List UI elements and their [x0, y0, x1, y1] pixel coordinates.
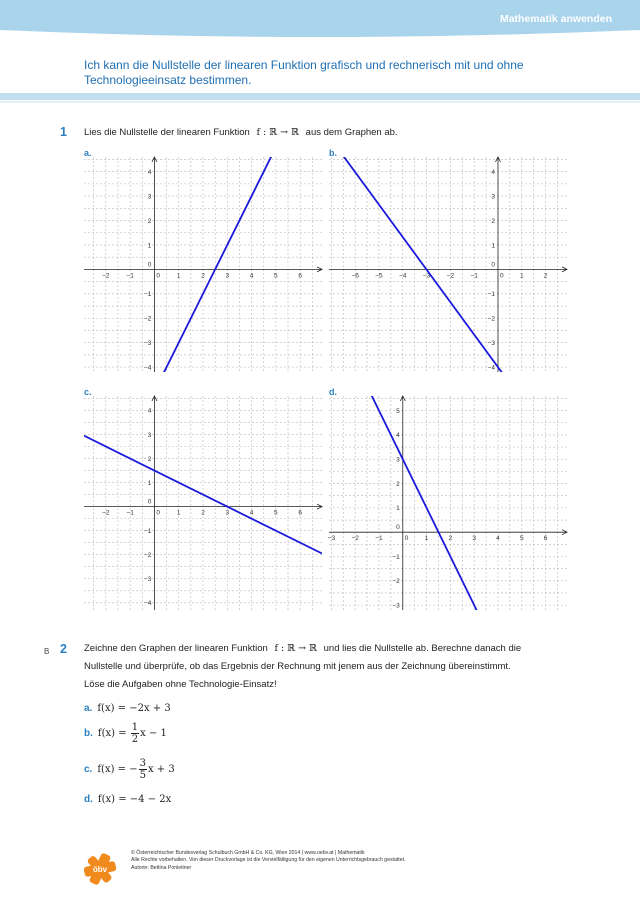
- x-tick-label: 1: [519, 272, 524, 280]
- graph-a: [84, 157, 322, 372]
- y-tick-label: −2: [144, 551, 152, 559]
- task-2-line-1: [84, 643, 521, 654]
- footer-author: Autorin: Bettina Ponleitner: [131, 864, 192, 871]
- y-tick-label: 3: [396, 456, 400, 464]
- item-b-denominator: 2: [131, 734, 139, 745]
- x-tick-label: 5: [274, 272, 278, 280]
- y-tick-label: 3: [147, 193, 152, 201]
- x-tick-label: 5: [274, 509, 278, 517]
- y-tick-label: 0: [491, 261, 495, 269]
- y-tick-label: −1: [487, 291, 495, 299]
- y-tick-label: 2: [396, 480, 400, 488]
- header-title: Mathematik anwenden: [499, 13, 612, 25]
- objective-divider-thin: [0, 101, 640, 103]
- x-tick-label: 6: [298, 272, 302, 280]
- publisher-logo: [80, 852, 124, 886]
- item-a-expr: −2x + 3: [129, 703, 171, 714]
- x-tick-label: −1: [375, 535, 383, 543]
- y-tick-label: −2: [392, 578, 400, 586]
- y-tick-label: 5: [396, 407, 400, 415]
- x-tick-label: −4: [399, 272, 407, 280]
- item-a: [84, 703, 171, 714]
- y-tick-label: −4: [144, 364, 152, 372]
- x-tick-label: −6: [351, 272, 359, 280]
- task-2-line-1-before: Zeichne den Graphen der linearen Funktion: [84, 643, 268, 654]
- x-tick-label: 0: [156, 272, 161, 280]
- item-a-lhs: f(x) =: [97, 703, 130, 714]
- publisher-logo-text: öbv: [92, 865, 108, 874]
- x-tick-label: 3: [472, 535, 476, 543]
- task-2-mapping: f : ℝ → ℝ: [274, 643, 317, 654]
- x-tick-label: 6: [298, 509, 302, 517]
- graph-d: [329, 396, 567, 610]
- y-tick-label: 4: [491, 168, 495, 176]
- task-1-text: [84, 127, 398, 138]
- y-tick-label: −1: [144, 291, 152, 299]
- x-tick-label: −3: [422, 272, 431, 280]
- y-tick-label: 0: [396, 524, 400, 532]
- x-tick-label: 4: [249, 509, 254, 517]
- footer: [131, 850, 406, 872]
- y-tick-label: −3: [392, 602, 400, 610]
- task-1-text-after: aus dem Graphen ab.: [305, 127, 398, 138]
- x-tick-label: 5: [519, 535, 524, 543]
- x-tick-label: 1: [176, 509, 181, 517]
- task-2-marker: B: [44, 647, 50, 656]
- y-tick-label: 4: [147, 407, 152, 415]
- item-c-label: c.: [84, 764, 93, 776]
- y-tick-label: −3: [144, 576, 152, 584]
- item-b-after: x − 1: [140, 728, 167, 740]
- x-tick-label: 3: [225, 509, 230, 517]
- task-1-number: 1: [60, 125, 67, 139]
- y-tick-label: −3: [144, 339, 152, 347]
- function-line: [329, 308, 567, 794]
- y-tick-label: −4: [144, 600, 152, 608]
- x-tick-label: −1: [470, 272, 478, 280]
- graph-a-label: a.: [84, 148, 92, 158]
- x-tick-label: −2: [351, 535, 359, 543]
- y-tick-label: 4: [396, 432, 400, 440]
- item-c-fraction: [139, 758, 147, 781]
- x-tick-label: 4: [249, 272, 254, 280]
- item-b-lhs: f(x) =: [97, 728, 130, 740]
- item-c-numerator: 3: [139, 758, 146, 769]
- x-tick-label: −1: [126, 272, 134, 280]
- item-c-denominator: 5: [139, 770, 146, 781]
- x-tick-label: 2: [201, 509, 205, 517]
- learning-objective: Ich kann die Nullstelle der linearen Funktion grafisch und rechnerisch mit und ohne Technologieeinsatz bestimmen.: [84, 58, 524, 87]
- item-d-label: d.: [84, 794, 93, 805]
- item-b: [84, 722, 167, 745]
- graph-b: [329, 157, 567, 372]
- item-d-lhs: f(x) =: [97, 794, 130, 805]
- x-tick-label: 4: [496, 535, 500, 543]
- footer-copyright: © Österreichischer Bundesverlag Schulbuch GmbH & Co. KG, Wien 2014 | www.oebv.at | Mathematik: [131, 850, 365, 856]
- x-tick-label: 2: [543, 272, 548, 280]
- y-tick-label: 2: [147, 217, 152, 225]
- item-d-expr: −4 − 2x: [129, 794, 172, 805]
- x-tick-label: 0: [404, 535, 409, 543]
- x-tick-label: 2: [448, 535, 453, 543]
- y-tick-label: 2: [147, 455, 152, 463]
- item-b-label: b.: [84, 728, 93, 740]
- y-tick-label: 0: [147, 261, 152, 269]
- x-tick-label: 1: [424, 535, 429, 543]
- item-c-lhs: f(x) = −: [97, 764, 138, 776]
- x-tick-label: 6: [543, 535, 548, 543]
- item-b-numerator: 1: [131, 722, 139, 733]
- y-tick-label: 0: [147, 498, 152, 506]
- y-tick-label: 2: [491, 217, 495, 225]
- y-tick-label: −4: [487, 364, 495, 372]
- y-tick-label: −2: [144, 315, 152, 323]
- x-tick-label: −2: [446, 272, 455, 280]
- y-tick-label: −1: [392, 553, 400, 561]
- y-tick-label: 1: [396, 505, 400, 513]
- x-tick-label: −2: [102, 272, 110, 280]
- x-tick-label: −5: [375, 272, 383, 280]
- task-1-text-before: Lies die Nullstelle der linearen Funktion: [84, 127, 250, 138]
- graph-d-label: d.: [329, 387, 337, 397]
- x-tick-label: 2: [201, 272, 205, 280]
- x-tick-label: 0: [499, 272, 504, 280]
- x-tick-label: −1: [126, 509, 134, 517]
- item-b-fraction: [131, 722, 139, 745]
- y-tick-label: −2: [487, 315, 495, 323]
- y-tick-label: 1: [491, 242, 495, 250]
- item-a-label: a.: [84, 703, 93, 714]
- task-2-line-3: Löse die Aufgaben ohne Technologie-Einsatz!: [84, 679, 277, 690]
- task-1-mapping: f : ℝ → ℝ: [256, 127, 300, 138]
- y-tick-label: 3: [147, 431, 152, 439]
- y-tick-label: 1: [147, 242, 152, 250]
- x-tick-label: 0: [156, 509, 161, 517]
- task-2-number: 2: [60, 642, 67, 656]
- y-tick-label: 1: [147, 479, 152, 487]
- item-d: [84, 794, 171, 805]
- item-c-after: x + 3: [147, 764, 175, 776]
- y-tick-label: −3: [487, 339, 495, 347]
- x-tick-label: −2: [102, 509, 110, 517]
- x-tick-label: 1: [176, 272, 181, 280]
- task-2-line-2: Nullstelle und überprüfe, ob das Ergebnis der Rechnung mit jenem aus der Zeichnung übereinstimmt.: [84, 661, 511, 672]
- footer-rights: Alle Rechte vorbehalten. Von dieser Druckvorlage ist die Vervielfältigung für den eigenen Unterrichtsgebrauch gestattet.: [131, 857, 406, 864]
- x-tick-label: −3: [327, 535, 336, 543]
- x-tick-label: 3: [225, 272, 230, 280]
- graph-c: [84, 396, 322, 610]
- y-tick-label: −1: [144, 527, 152, 535]
- graph-b-label: b.: [329, 148, 337, 158]
- graph-c-label: c.: [84, 387, 92, 397]
- objective-divider: [0, 93, 640, 100]
- y-tick-label: 4: [147, 168, 152, 176]
- item-c: [84, 758, 175, 781]
- y-tick-label: 3: [491, 193, 495, 201]
- task-2-line-1-after: und lies die Nullstelle ab. Berechne danach die: [323, 643, 522, 654]
